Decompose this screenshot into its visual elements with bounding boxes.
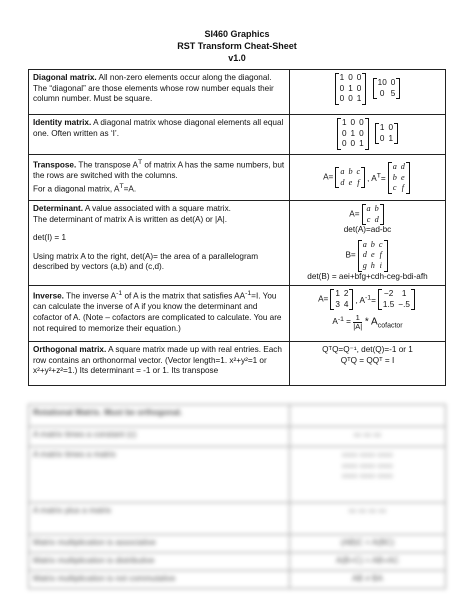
row-diagonal bbox=[29, 70, 446, 115]
matrix-cell: 0 bbox=[388, 123, 394, 133]
transpose-matrix-at bbox=[388, 162, 410, 194]
determinant-example: A= a b c d det(A)=ad-bc B= a b c d e f g h i det(B) = aei+bfg+cdh-ceg-bdi-afh bbox=[290, 201, 446, 286]
matrix-cell: g bbox=[362, 260, 367, 270]
matrix-cell: 5 bbox=[390, 88, 396, 98]
matrix-cell: a bbox=[362, 239, 367, 249]
matrix-cell: d bbox=[374, 214, 379, 224]
transpose-description: Transpose. The transpose $A^T$ of matrix A has the same numbers, but the rows are switched with the columns. For a diagonal matrix, $A^T=A$. bbox=[29, 155, 290, 201]
det-b-formula: det(B) = aei+bfg+cdh-ceg-bdi-afh bbox=[307, 271, 428, 281]
matrix-cell: 1 bbox=[339, 73, 345, 82]
row-identity bbox=[29, 115, 446, 155]
inverse-formula: $A^{-1}$ = $\frac{1}{|A|}$ * $A_{cofactor}$ bbox=[332, 313, 403, 332]
row-orthogonal bbox=[29, 342, 446, 386]
det-a-formula: det(A)=ad-bc bbox=[343, 225, 392, 235]
identity-description: Identity matrix. A diagonal matrix whose diagonal elements all equal one. Often written as ‘I’. bbox=[29, 115, 290, 155]
orthogonal-example bbox=[290, 342, 446, 386]
matrix-cell: d bbox=[400, 162, 405, 171]
matrix-cell: e bbox=[401, 172, 405, 182]
matrix-cell: 0 bbox=[350, 118, 356, 127]
identity-matrix-3x3 bbox=[337, 118, 369, 150]
inverse-matrix-ainv bbox=[378, 289, 415, 310]
matrix-cell: 0 bbox=[348, 73, 353, 82]
matrix-cell: 1 bbox=[388, 133, 394, 143]
matrix-cell: 0 bbox=[348, 94, 353, 104]
matrix-cell: e bbox=[348, 177, 353, 187]
matrix-cell: 1 bbox=[350, 128, 356, 138]
matrix-cell: b bbox=[348, 167, 353, 177]
determinant-description: Determinant. A value associated with a square matrix. The determinant of matrix A is written as det(A) or |A|. det(I) = 1 Using matrix A to the right, det(A)= the area of a parallelogram described by vectors (a,b) and (c,d). bbox=[29, 201, 290, 286]
matrix-cell: 0 bbox=[350, 139, 356, 149]
matrix-cell: 0 bbox=[379, 133, 385, 143]
diagonal-description: Diagonal matrix. All non-zero elements occur along the diagonal. The “diagonal” are those elements whose row number equals their column number. Must be square. bbox=[29, 70, 290, 115]
inverse-example: A= 1 2 3 4 , $A^{-1}=$ −2 1 1.5 −.5 $A^{-1}$ = $\frac{1}{|A|}$ * $A_{cofactor}$ bbox=[290, 286, 446, 342]
matrix-cell: 1 bbox=[348, 83, 353, 93]
matrix-cell: a bbox=[392, 162, 397, 171]
title-line-2: RST Transform Cheat-Sheet bbox=[177, 41, 297, 51]
matrix-cell: f bbox=[379, 250, 382, 260]
matrix-cell: i bbox=[379, 260, 382, 270]
orthogonal-description: Orthogonal matrix. A square matrix made up with real entries. Each row contains an orthonormal vector. (Vector length=1. x²+y²=1 or x²+y²+z²=1.) Its determinant = -1 or 1. Its transpose bbox=[29, 342, 290, 386]
matrix-cell: b bbox=[392, 172, 397, 182]
matrix-cell: 1 bbox=[359, 139, 364, 149]
matrix-cell: a bbox=[340, 167, 345, 177]
matrix-cell: 0 bbox=[356, 73, 362, 82]
matrix-cell: 0 bbox=[379, 88, 385, 98]
matrix-cell: e bbox=[371, 250, 375, 260]
title-line-3: v1.0 bbox=[228, 53, 246, 63]
matrix-cell: 1 bbox=[401, 289, 407, 299]
matrix-cell: 0 bbox=[341, 139, 347, 149]
diagonal-matrix-3x3 bbox=[335, 73, 367, 105]
matrix-cell: 1 bbox=[379, 123, 385, 133]
matrix-cell: 0 bbox=[356, 83, 362, 93]
matrix-cell: 1 bbox=[335, 289, 340, 299]
orthogonal-formula-2: QᵀQ = QQᵀ = I bbox=[340, 355, 395, 365]
row-determinant bbox=[29, 201, 446, 286]
matrix-cell: 10 bbox=[377, 78, 387, 88]
matrix-cell: 2 bbox=[343, 289, 349, 299]
identity-matrix-2x2 bbox=[375, 123, 398, 144]
cheat-sheet-table bbox=[28, 69, 446, 386]
matrix-cell: d bbox=[362, 250, 367, 260]
matrix-cell: b bbox=[370, 239, 375, 249]
matrix-cell: 0 bbox=[359, 118, 364, 127]
diagonal-matrix-2x2 bbox=[373, 78, 401, 99]
matrix-cell: 1 bbox=[356, 94, 362, 104]
determinant-matrix-a bbox=[362, 204, 384, 225]
matrix-cell: c bbox=[392, 183, 397, 193]
title-line-1: SI460 Graphics bbox=[204, 29, 270, 39]
identity-example bbox=[290, 115, 446, 155]
matrix-cell: a bbox=[366, 204, 371, 213]
matrix-cell: b bbox=[374, 204, 379, 213]
matrix-cell: 0 bbox=[339, 83, 345, 93]
matrix-cell: 0 bbox=[341, 128, 347, 138]
matrix-cell: 1 bbox=[341, 118, 347, 127]
matrix-cell: c bbox=[378, 239, 383, 249]
row-inverse bbox=[29, 286, 446, 342]
matrix-cell: 4 bbox=[343, 299, 349, 309]
matrix-cell: 0 bbox=[390, 78, 396, 88]
matrix-cell: c bbox=[356, 167, 361, 177]
matrix-cell: f bbox=[401, 183, 404, 193]
matrix-cell: c bbox=[366, 214, 371, 224]
blurred-section: Rotational Matrix. Must be orthogonal. A matrix times a constant (c) ▭ ▭ ▭ A matrix times a matrix ▭▭ ▭▭ ▭▭ ▭▭ ▭▭ ▭▭ ▭▭ ▭▭ ▭▭ A matrix plus a matrix ▭ ▭ ▭ ▭ Matrix multiplication is associative (AB)C = A(BC) Matrix multiplication is distributive A(B+C) = AB+AC Matrix multiplication is not commutative AB ≠ BA bbox=[28, 404, 446, 589]
orthogonal-formula-1: QᵀQ=Q⁻¹, det(Q)=-1 or 1 bbox=[322, 345, 413, 355]
matrix-cell: f bbox=[357, 177, 360, 187]
matrix-cell: h bbox=[370, 260, 375, 270]
matrix-cell: 0 bbox=[359, 128, 364, 138]
matrix-cell: d bbox=[340, 177, 345, 187]
transpose-example: A= a b c d e f , $A^T=$ a d b e c f bbox=[290, 155, 446, 201]
inverse-matrix-a bbox=[330, 289, 353, 310]
matrix-cell: 1.5 bbox=[382, 299, 395, 309]
matrix-cell: −2 bbox=[383, 289, 394, 299]
determinant-matrix-b bbox=[358, 240, 388, 272]
diagonal-example bbox=[290, 70, 446, 115]
row-transpose bbox=[29, 155, 446, 201]
transpose-matrix-a bbox=[335, 167, 365, 188]
matrix-cell: 3 bbox=[335, 299, 340, 309]
matrix-cell: −.5 bbox=[398, 299, 410, 309]
matrix-cell: 0 bbox=[339, 94, 345, 104]
inverse-description: Inverse. The inverse $A^{-1}$ of A is the matrix that satisfies $AA^{-1}=I$. You can calculate the inverse of A if you know the determinant and cofactor of A. (Note – cofactors are complicated to calculate. You are not required to memorize their equation.) bbox=[29, 286, 290, 342]
